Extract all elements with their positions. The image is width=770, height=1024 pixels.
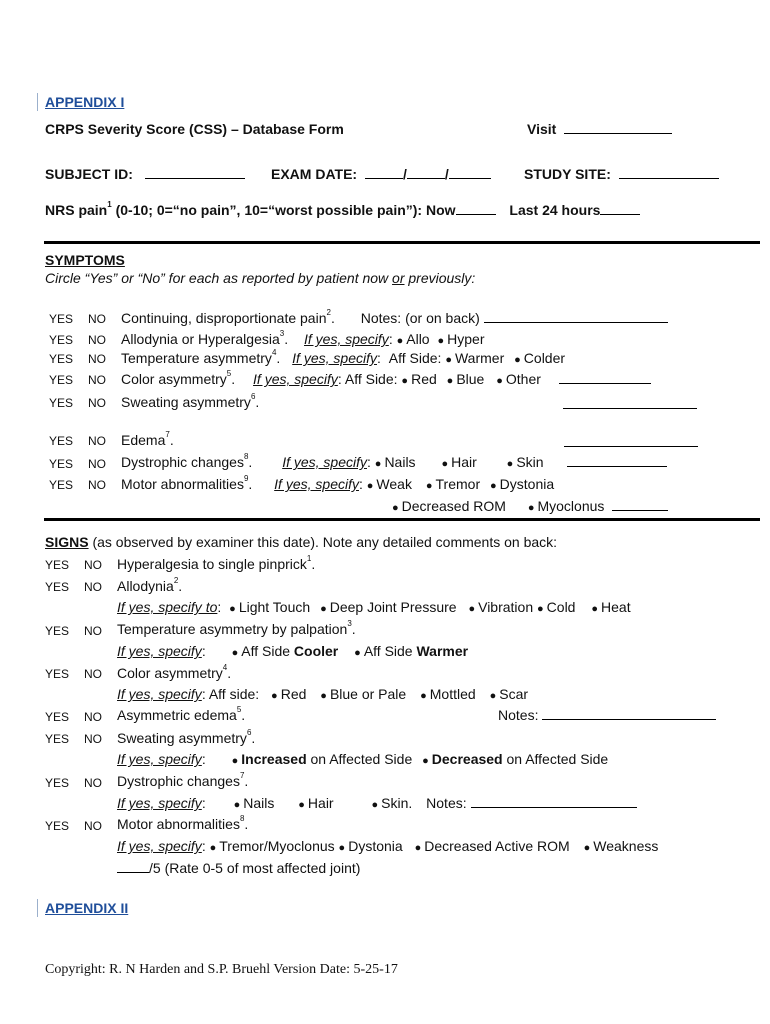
yes-option[interactable]: YES	[45, 776, 70, 790]
symptom-row: Color asymmetry$^5$. If yes, specify: Aff Side: ● Red ● Blue ● Other	[121, 371, 651, 387]
symptom-row-continued: ● Decreased ROM ● Myoclonus	[392, 498, 668, 514]
no-option[interactable]: NO	[84, 819, 102, 833]
signs-heading: SIGNS	[45, 534, 89, 550]
option-bullet[interactable]: ●	[468, 603, 476, 615]
option-bullet[interactable]: ●	[354, 647, 361, 659]
option-bullet[interactable]: ●	[425, 480, 433, 492]
option-bullet[interactable]: ●	[320, 690, 327, 702]
yes-option[interactable]: YES	[49, 352, 74, 366]
nrs-label: NRS pain	[45, 202, 108, 218]
option-bullet[interactable]: ●	[537, 603, 544, 615]
option-bullet[interactable]: ●	[401, 375, 409, 387]
option-bullet[interactable]: ●	[338, 842, 346, 854]
sign-options: If yes, specify: ● Increased on Affected Side ● Decreased on Affected Side	[117, 751, 609, 767]
sign-options: If yes, specify to: ● Light Touch ● Deep Joint Pressure ● Vibration ● Cold ● Heat	[117, 599, 631, 615]
yes-option[interactable]: YES	[45, 732, 70, 746]
yes-option[interactable]: YES	[45, 558, 70, 572]
copyright: Copyright: R. N Harden and S.P. Bruehl Version Date: 5-25-17	[45, 962, 398, 977]
no-option[interactable]: NO	[84, 710, 102, 724]
yes-option[interactable]: YES	[49, 478, 74, 492]
exam-date-field[interactable]: EXAM DATE: / /	[271, 166, 491, 182]
option-bullet[interactable]: ●	[371, 799, 379, 811]
sign-row: Dystrophic changes$^7$.	[117, 771, 249, 789]
symptom-row: Dystrophic changes$^8$. If yes, specify: ● Nails ● Hair ● Skin	[121, 454, 667, 470]
sign-row: Allodynia$^2$.	[117, 576, 183, 594]
option-bullet[interactable]: ●	[396, 335, 404, 347]
option-bullet[interactable]: ●	[527, 502, 535, 514]
option-bullet[interactable]: ●	[583, 842, 591, 854]
exam-date-label: EXAM DATE:	[271, 166, 358, 182]
yes-option[interactable]: YES	[49, 457, 74, 471]
notes-field[interactable]: Notes:	[498, 707, 716, 723]
section-divider	[44, 518, 760, 521]
symptom-row: Continuing, disproportionate pain$^2$. Notes: (or on back)	[121, 310, 668, 326]
option-bullet[interactable]: ●	[209, 842, 217, 854]
symptom-row: Temperature asymmetry$^4$. If yes, specify: Aff Side: ● Warmer ● Colder	[121, 348, 566, 366]
nrs-pain-row[interactable]	[45, 202, 640, 218]
no-option[interactable]: NO	[88, 333, 106, 347]
yes-option[interactable]: YES	[45, 667, 70, 681]
sign-options: If yes, specify: ● Nails ● Hair ● Skin. Notes:	[117, 795, 637, 811]
yes-option[interactable]: YES	[49, 396, 74, 410]
signs-heading-line: SIGNS (as observed by examiner this date). Note any detailed comments on back:	[45, 534, 558, 550]
nrs-last24-label: Last 24 hours	[509, 202, 601, 218]
section-divider	[44, 241, 760, 244]
option-bullet[interactable]: ●	[366, 480, 374, 492]
option-bullet[interactable]: ●	[422, 755, 429, 767]
margin-marker	[37, 899, 38, 917]
subject-id-label: SUBJECT ID:	[45, 166, 133, 182]
option-bullet[interactable]: ●	[229, 603, 236, 615]
no-option[interactable]: NO	[88, 352, 106, 366]
option-bullet[interactable]: ●	[445, 354, 452, 366]
yes-option[interactable]: YES	[49, 312, 74, 326]
sign-options: If yes, specify: ● Tremor/Myoclonus ● Dystonia ● Decreased Active ROM ● Weakness	[117, 838, 659, 854]
sign-row: Temperature asymmetry by palpation$^3$.	[117, 619, 356, 637]
appendix-1-link[interactable]: APPENDIX I	[45, 94, 125, 110]
no-option[interactable]: NO	[88, 312, 106, 326]
motor-rating-field[interactable]: /5 (Rate 0-5 of most affected joint)	[117, 860, 360, 876]
no-option[interactable]: NO	[88, 373, 106, 387]
option-bullet[interactable]: ●	[420, 690, 427, 702]
symptoms-heading: SYMPTOMS	[45, 252, 125, 268]
option-bullet[interactable]: ●	[437, 335, 445, 347]
symptoms-instruction: Circle “Yes” or “No” for each as reported by patient now or previously:	[45, 270, 476, 286]
option-bullet[interactable]: ●	[231, 647, 239, 659]
no-option[interactable]: NO	[84, 776, 102, 790]
option-bullet[interactable]: ●	[441, 458, 449, 470]
no-option[interactable]: NO	[84, 732, 102, 746]
symptom-row: Sweating asymmetry$^6$.	[121, 392, 260, 410]
footnote: 1	[107, 200, 112, 209]
study-site-label: STUDY SITE:	[524, 166, 611, 182]
sign-row: Hyperalgesia to single pinprick$^1$.	[117, 554, 316, 572]
option-bullet[interactable]: ●	[271, 690, 278, 702]
option-bullet[interactable]: ●	[490, 480, 497, 492]
option-bullet[interactable]: ●	[298, 799, 305, 811]
option-bullet[interactable]: ●	[506, 458, 514, 470]
notes-blank[interactable]	[564, 434, 698, 452]
yes-option[interactable]: YES	[45, 710, 70, 724]
option-bullet[interactable]: ●	[591, 603, 599, 615]
nrs-scale: (0-10; 0=“no pain”, 10=“worst possible pain”): Now	[115, 202, 456, 218]
yes-option[interactable]: YES	[49, 373, 74, 387]
yes-option[interactable]: YES	[45, 624, 70, 638]
symptom-row: Edema$^7$.	[121, 430, 174, 448]
notes-blank[interactable]	[563, 396, 697, 414]
no-option[interactable]: NO	[84, 624, 102, 638]
sign-row: Motor abnormalities$^8$.	[117, 814, 249, 832]
sign-row: Sweating asymmetry$^6$.	[117, 728, 256, 746]
no-option[interactable]: NO	[88, 457, 106, 471]
sign-options: If yes, specify: ● Aff Side Cooler ● Aff Side Warmer	[117, 643, 469, 659]
visit-label: Visit	[527, 121, 557, 137]
study-site-field[interactable]	[524, 166, 719, 182]
no-option[interactable]: NO	[84, 558, 102, 572]
yes-option[interactable]: YES	[45, 819, 70, 833]
option-bullet[interactable]: ●	[446, 375, 454, 387]
option-bullet[interactable]: ●	[489, 690, 497, 702]
option-bullet[interactable]: ●	[514, 354, 521, 366]
yes-option[interactable]: YES	[49, 333, 74, 347]
form-title: CRPS Severity Score (CSS) – Database Form	[45, 121, 344, 137]
sign-options: If yes, specify: Aff side: ● Red ● Blue or Pale ● Mottled ● Scar	[117, 686, 529, 702]
appendix-2-link[interactable]: APPENDIX II	[45, 900, 129, 916]
option-bullet[interactable]: ●	[414, 842, 422, 854]
sign-row: Asymmetric edema$^5$.	[117, 705, 246, 723]
symptom-row: Motor abnormalities$^9$. If yes, specify: ● Weak ● Tremor ● Dystonia	[121, 474, 555, 492]
option-bullet[interactable]: ●	[374, 458, 382, 470]
margin-marker	[37, 93, 38, 111]
option-bullet[interactable]: ●	[320, 603, 327, 615]
symptom-row: Allodynia or Hyperalgesia$^3$. If yes, specify: ● Allo ● Hyper	[121, 329, 485, 347]
yes-option[interactable]: YES	[49, 434, 74, 448]
subject-id-field[interactable]	[45, 166, 245, 182]
no-option[interactable]: NO	[88, 478, 106, 492]
no-option[interactable]: NO	[88, 434, 106, 448]
no-option[interactable]: NO	[84, 667, 102, 681]
sign-row: Color asymmetry$^4$.	[117, 663, 232, 681]
yes-option[interactable]: YES	[45, 580, 70, 594]
visit-field[interactable]	[527, 121, 672, 137]
option-bullet[interactable]: ●	[496, 375, 503, 387]
no-option[interactable]: NO	[84, 580, 102, 594]
option-bullet[interactable]: ●	[233, 799, 241, 811]
no-option[interactable]: NO	[88, 396, 106, 410]
option-bullet[interactable]: ●	[392, 502, 399, 514]
option-bullet[interactable]: ●	[231, 755, 239, 767]
